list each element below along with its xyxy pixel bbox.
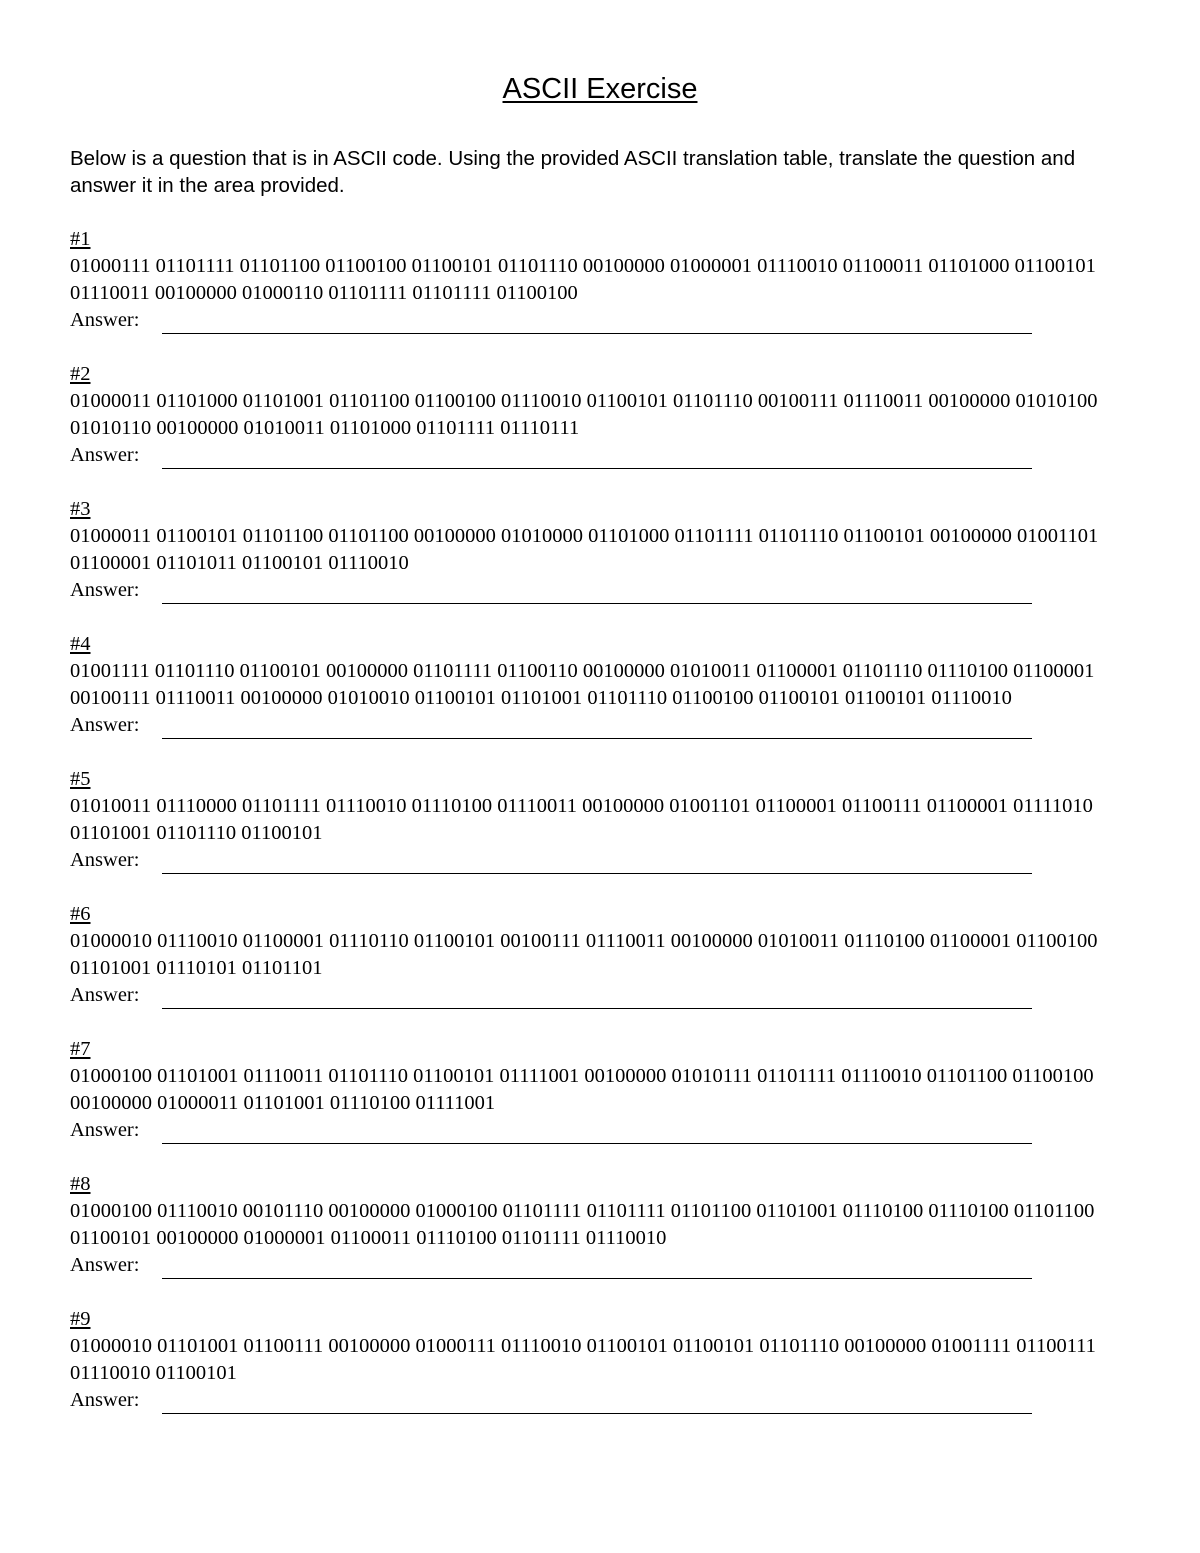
answer-label: Answer: (70, 984, 140, 1006)
question-number: #7 (70, 1038, 91, 1060)
answer-field[interactable] (162, 1393, 1032, 1414)
answer-field[interactable] (162, 313, 1032, 334)
question-item (70, 766, 1150, 874)
answer-field[interactable] (162, 718, 1032, 739)
question-number: #5 (70, 768, 91, 790)
answer-field[interactable] (162, 448, 1032, 469)
answer-label: Answer: (70, 714, 140, 736)
question-number: #3 (70, 498, 91, 520)
answer-label: Answer: (70, 579, 140, 601)
answer-label: Answer: (70, 309, 140, 331)
answer-field[interactable] (162, 853, 1032, 874)
answer-row (70, 577, 1150, 604)
question-number: #6 (70, 903, 91, 925)
ascii-binary-code: 01000010 01110010 01100001 01110110 01100101 00100111 01110011 00100000 01010011 01110100 01100001 01100100 01101001 01110101 01101101 (70, 930, 1098, 979)
answer-row (70, 982, 1150, 1009)
ascii-binary-code: 01000100 01110010 00101110 00100000 01000100 01101111 01101111 01101100 01101001 01110100 01110100 01101100 01100101 00100000 01000001 01100011 01110100 01101111 01110010 (70, 1200, 1095, 1249)
answer-row (70, 1117, 1150, 1144)
answer-row (70, 1252, 1150, 1279)
question-item (70, 226, 1150, 334)
question-number: #9 (70, 1308, 91, 1330)
question-number: #4 (70, 633, 91, 655)
answer-label: Answer: (70, 444, 140, 466)
question-item (70, 1306, 1150, 1414)
question-item (70, 496, 1150, 604)
question-number: #2 (70, 363, 91, 385)
question-list (70, 226, 1150, 1414)
answer-field[interactable] (162, 583, 1032, 604)
answer-label: Answer: (70, 1254, 140, 1276)
question-item (70, 1036, 1150, 1144)
answer-field[interactable] (162, 988, 1032, 1009)
answer-row (70, 307, 1150, 334)
ascii-binary-code: 01000010 01101001 01100111 00100000 01000111 01110010 01100101 01100101 01101110 00100000 01001111 01100111 01110010 01100101 (70, 1335, 1096, 1384)
question-item (70, 631, 1150, 739)
ascii-binary-code: 01000011 01101000 01101001 01101100 01100100 01110010 01100101 01101110 00100111 01110011 00100000 01010100 01010110 00100000 01010011 01101000 01101111 01110111 (70, 390, 1098, 439)
answer-row (70, 1387, 1150, 1414)
question-item (70, 361, 1150, 469)
ascii-binary-code: 01000111 01101111 01101100 01100100 01100101 01101110 00100000 01000001 01110010 01100011 01101000 01100101 01110011 00100000 01000110 01101111 01101111 01100100 (70, 255, 1096, 304)
question-number: #1 (70, 228, 91, 250)
ascii-binary-code: 01000011 01100101 01101100 01101100 00100000 01010000 01101000 01101111 01101110 01100101 00100000 01001101 01100001 01101011 01100101 01110010 (70, 525, 1099, 574)
question-item (70, 901, 1150, 1009)
page-title: ASCII Exercise (502, 73, 698, 105)
answer-field[interactable] (162, 1258, 1032, 1279)
answer-label: Answer: (70, 849, 140, 871)
ascii-binary-code: 01000100 01101001 01110011 01101110 01100101 01111001 00100000 01010111 01101111 01110010 01101100 01100100 00100000 01000011 01101001 01110100 01111001 (70, 1065, 1094, 1114)
question-item (70, 1171, 1150, 1279)
ascii-binary-code: 01010011 01110000 01101111 01110010 01110100 01110011 00100000 01001101 01100001 01100111 01100001 01111010 01101001 01101110 01100101 (70, 795, 1093, 844)
instructions-text: Below is a question that is in ASCII code. Using the provided ASCII translation table, translate the question and answer it in the area provided. (70, 147, 1076, 197)
answer-label: Answer: (70, 1119, 140, 1141)
question-number: #8 (70, 1173, 91, 1195)
answer-row (70, 442, 1150, 469)
answer-field[interactable] (162, 1123, 1032, 1144)
answer-label: Answer: (70, 1389, 140, 1411)
answer-row (70, 712, 1150, 739)
answer-row (70, 847, 1150, 874)
ascii-binary-code: 01001111 01101110 01100101 00100000 01101111 01100110 00100000 01010011 01100001 01101110 01110100 01100001 00100111 01110011 00100000 01010010 01100101 01101001 01101110 01100100 01100101 01100101 01110010 (70, 660, 1095, 709)
